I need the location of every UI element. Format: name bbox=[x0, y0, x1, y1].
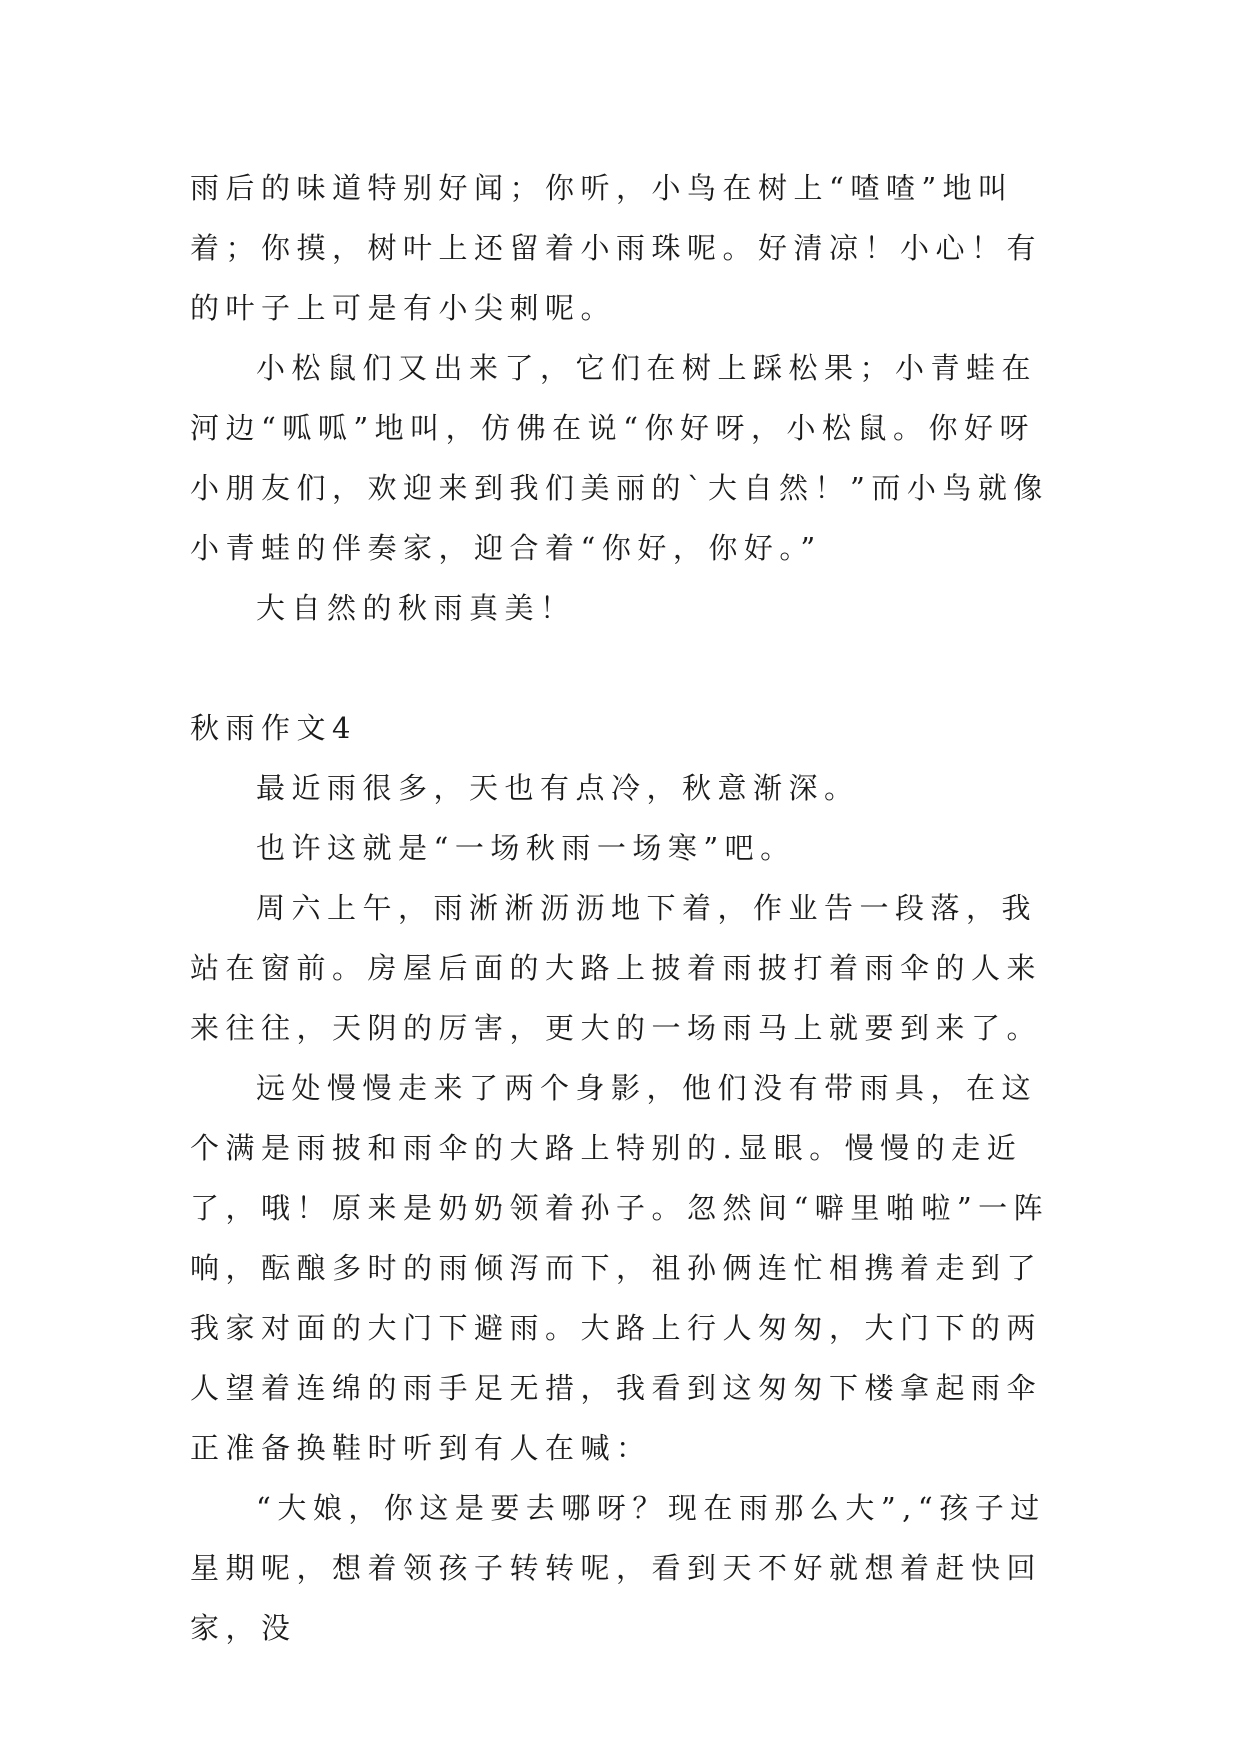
paragraph: 雨后的味道特别好闻；你听，小鸟在树上“喳喳”地叫着；你摸，树叶上还留着小雨珠呢。好清凉！小心！有的叶子上可是有小尖刺呢。 bbox=[190, 171, 1043, 325]
paragraph: 最近雨很多，天也有点冷，秋意渐深。 bbox=[256, 771, 860, 805]
paragraph: 小松鼠们又出来了，它们在树上踩松果；小青蛙在河边“呱呱”地叫，仿佛在说“你好呀，小松鼠。你好呀小朋友们，欢迎来到我们美丽的`大自然！”而小鸟就像小青蛙的伴奏家，迎合着“你好，你好。” bbox=[190, 351, 1049, 565]
paragraph: “大娘，你这是要去哪呀？现在雨那么大”,“孩子过星期呢，想着领孩子转转呢，看到天不好就想着赶快回家，没 bbox=[190, 1491, 1046, 1645]
paragraph: 远处慢慢走来了两个身影，他们没有带雨具，在这个满是雨披和雨伞的大路上特别的.显眼。慢慢的走近了，哦！原来是奶奶领着孙子。忽然间“噼里啪啦”一阵响，酝酿多时的雨倾泻而下，祖孙俩连忙相携着走到了我家对面的大门下避雨。大路上行人匆匆，大门下的两人望着连绵的雨手足无措，我看到这匆匆下楼拿起雨伞正准备换鞋时听到有人在喊： bbox=[190, 1071, 1050, 1465]
paragraph: 周六上午，雨淅淅沥沥地下着，作业告一段落，我站在窗前。房屋后面的大路上披着雨披打着雨伞的人来来往往，天阴的厉害，更大的一场雨马上就要到来了。 bbox=[190, 891, 1043, 1045]
document-body bbox=[190, 158, 1060, 1658]
paragraph: 也许这就是“一场秋雨一场寒”吧。 bbox=[256, 831, 796, 865]
section-spacer bbox=[190, 638, 1060, 698]
section-title: 秋雨作文4 bbox=[190, 711, 357, 745]
paragraph: 大自然的秋雨真美！ bbox=[256, 591, 576, 625]
